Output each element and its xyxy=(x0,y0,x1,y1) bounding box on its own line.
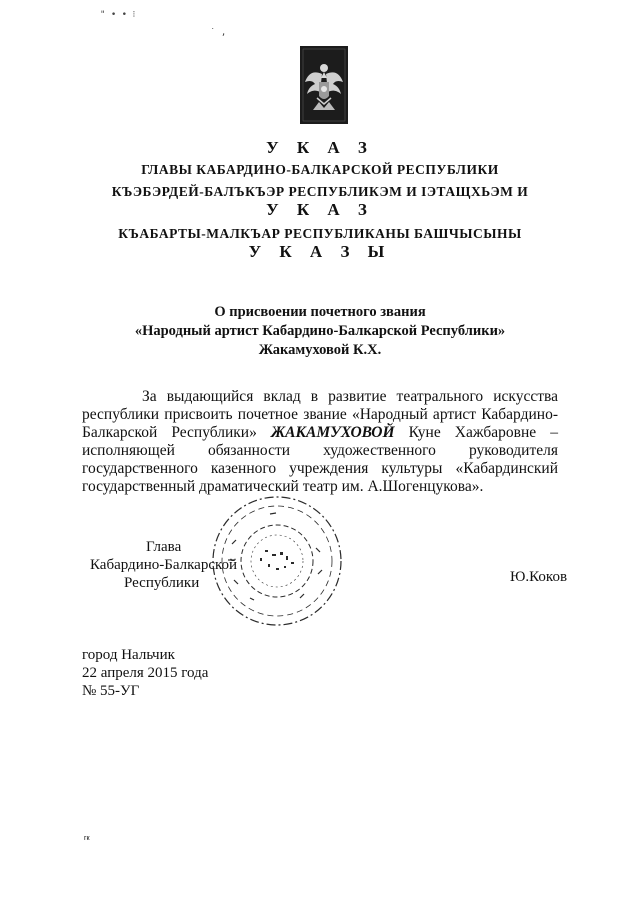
decree-title-kabardian: У К А З xyxy=(266,200,374,219)
signatory-position-line-1: Глава xyxy=(146,539,182,555)
bottom-mark: гк xyxy=(84,835,90,842)
decree-number: № 55-УГ xyxy=(82,683,140,699)
body-text-part-2: Куне Хажбаровне – исполняющей обязанности художественного руководителя государственного казенного учреждения культуры «Кабардинский государственный драматический театр им. А.Шогенцукова». xyxy=(82,424,558,495)
decree-paragraph xyxy=(82,388,558,496)
signatory-position-line-2: Кабардино-Балкарской xyxy=(90,557,238,573)
header-line-head-of-republic: ГЛАВЫ КАБАРДИНО-БАЛКАРСКОЙ РЕСПУБЛИКИ xyxy=(141,162,499,177)
awardee-name: ЖАКАМУХОВОЙ xyxy=(270,424,395,441)
header-line-balkar: КЪАБАРТЫ-МАЛКЪАР РЕСПУБЛИКАНЫ БАШЧЫСЫНЫ xyxy=(118,226,522,241)
signatory-position-line-3: Республики xyxy=(124,575,200,591)
scan-specks-top: " • • ⁝ xyxy=(100,10,136,20)
issue-city: город Нальчик xyxy=(82,647,175,663)
coat-of-arms-emblem xyxy=(299,44,349,126)
subject-line-3: Жакамуховой К.Х. xyxy=(258,342,382,358)
subject-line-1: О присвоении почетного звания xyxy=(214,304,426,320)
body-text-part-1: За выдающийся вклад в развитие театрального искусства республики присвоить почетное звание «Народный артист Кабардино-Балкарской Республики» xyxy=(82,388,558,441)
subject-line-2: «Народный артист Кабардино-Балкарской Республики» xyxy=(134,323,506,339)
issue-date: 22 апреля 2015 года xyxy=(82,665,209,681)
signatory-name: Ю.Коков xyxy=(510,569,568,585)
scan-specks-top-2: ˙ , xyxy=(210,28,227,38)
decree-title: У К А З xyxy=(266,138,374,157)
decree-body xyxy=(82,388,558,496)
header-line-kabardian: КЪЭБЭРДЕЙ-БАЛЪКЪЭР РЕСПУБЛИКЭМ И ІЭТАЩХЬЭМ И xyxy=(111,184,529,199)
decree-title-balkar: У К А З Ы xyxy=(248,242,392,261)
